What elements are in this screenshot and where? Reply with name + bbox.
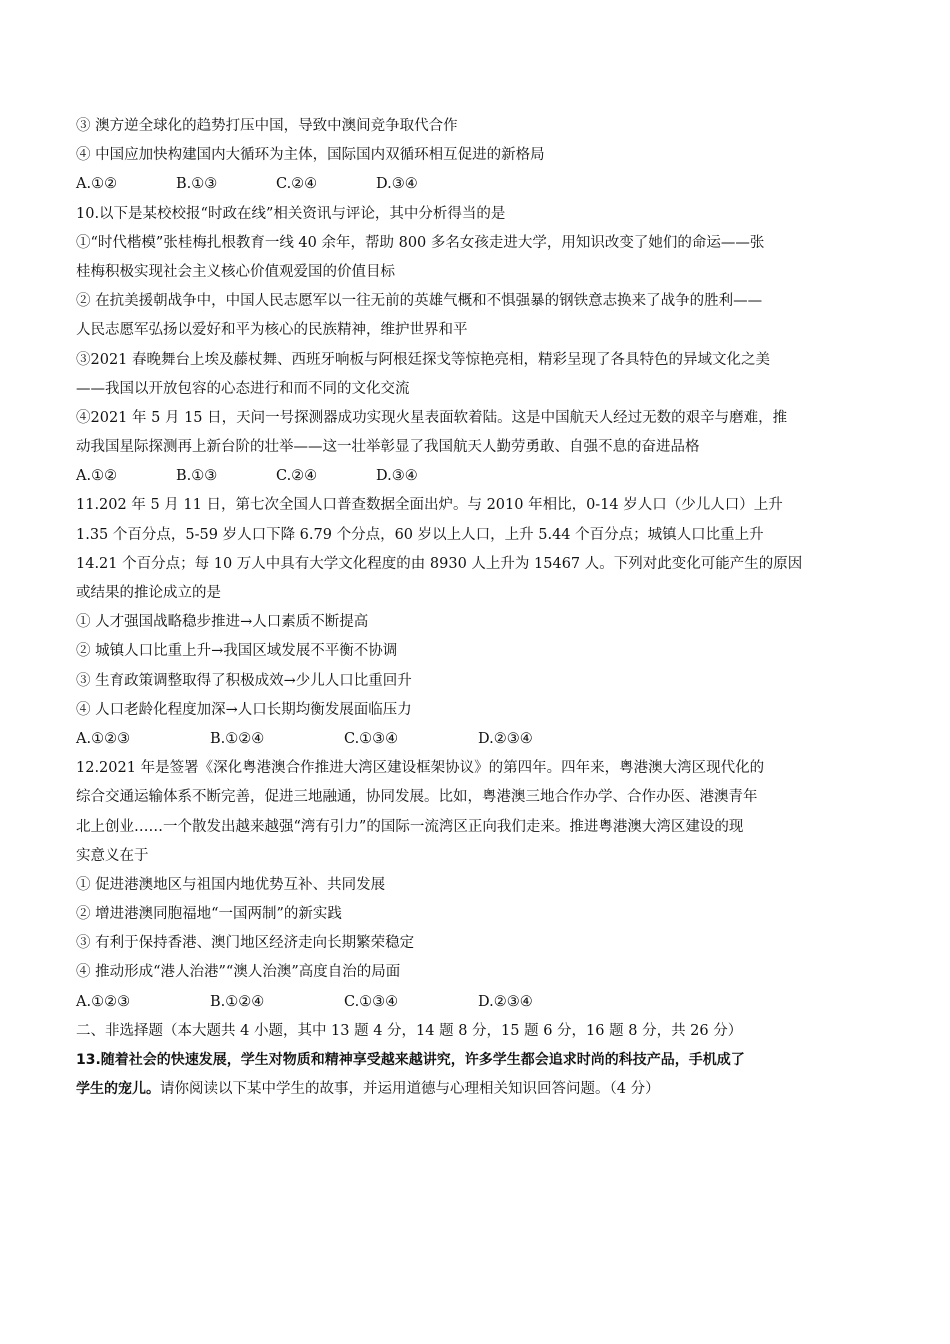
option-d: D.③④ [376, 176, 418, 193]
q13-stem-tail: 请你阅读以下某中学生的故事，并运用道德与心理相关知识回答问题。（4 分） [160, 1081, 660, 1098]
option-a: A.①②③ [76, 993, 131, 1010]
q10-options [76, 462, 876, 491]
exam-page [76, 112, 876, 1104]
option-a: A.①② [76, 176, 118, 193]
q10-line: 动我国星际探测再上新台阶的壮举——这一壮举彰显了我国航天人勤劳勇敢、自强不息的奋进品格 [76, 439, 700, 456]
q12-line: 综合交通运输体系不断完善，促进三地融通，协同发展。比如，粤港澳三地合作办学、合作办医、港澳青年 [76, 789, 758, 806]
q11-line: 11.202 年 5 月 11 日，第七次全国人口普查数据全面出炉。与 2010 年相比，0-14 岁人口（少儿人口）上升 [76, 497, 783, 514]
q10-line: 桂梅积极实现社会主义核心价值观爱国的价值目标 [76, 263, 395, 280]
q10-line: ③2021 春晚舞台上埃及藤杖舞、西班牙响板与阿根廷探戈等惊艳亮相，精彩呈现了各具特色的异域文化之美 [76, 351, 771, 368]
option-d: D.②③④ [478, 730, 533, 747]
option-d: D.③④ [376, 468, 418, 485]
option-a: A.①②③ [76, 730, 131, 747]
q11-options [76, 725, 876, 754]
q12-line: 实意义在于 [76, 847, 149, 864]
option-d: D.②③④ [478, 993, 533, 1010]
option-c: C.②④ [276, 176, 318, 193]
q10-line: ④2021 年 5 月 15 日，天问一号探测器成功实现火星表面软着陆。这是中国航天人经过无数的艰辛与磨难，推 [76, 409, 788, 426]
q11-line: ③ 生育政策调整取得了积极成效→少儿人口比重回升 [76, 672, 412, 689]
q11-line: ② 城镇人口比重上升→我国区域发展不平衡不协调 [76, 643, 398, 660]
q13-stem-line2 [76, 1075, 876, 1104]
q13-stem-bold: 13.随着社会的快速发展，学生对物质和精神享受越来越讲究，许多学生都会追求时尚的科技产品，手机成了 [76, 1052, 745, 1068]
section-heading: 二、非选择题（本大题共 4 小题，其中 13 题 4 分，14 题 8 分，15 题 6 分，16 题 8 分，共 26 分） [76, 1022, 743, 1039]
q10-line: ①“时代楷模”张桂梅扎根教育一线 40 余年，帮助 800 多名女孩走进大学，用知识改变了她们的命运——张 [76, 234, 765, 251]
option-b: B.①②④ [210, 730, 265, 747]
q9-item-4: ④ 中国应加快构建国内大循环为主体，国际国内双循环相互促进的新格局 [76, 147, 545, 164]
option-c: C.①③④ [344, 993, 399, 1010]
q9-item-3: ③ 澳方逆全球化的趋势打压中国，导致中澳间竞争取代合作 [76, 118, 458, 134]
option-b: B.①②④ [210, 993, 265, 1010]
q12-line: ④ 推动形成“港人治港”“澳人治澳”高度自治的局面 [76, 964, 401, 981]
q10-line: ② 在抗美援朝战争中，中国人民志愿军以一往无前的英雄气概和不惧强暴的钢铁意志换来了战争的胜利—— [76, 293, 763, 310]
option-a: A.①② [76, 468, 118, 485]
q13-stem-bold-end: 学生的宠儿。 [76, 1081, 160, 1098]
option-b: B.①③ [176, 176, 218, 193]
q12-line: ③ 有利于保持香港、澳门地区经济走向长期繁荣稳定 [76, 935, 415, 952]
q12-line: ① 促进港澳地区与祖国内地优势互补、共同发展 [76, 876, 386, 893]
q12-line: ② 增进港澳同胞福地“一国两制”的新实践 [76, 906, 342, 923]
q11-line: 14.21 个百分点；每 10 万人中具有大学文化程度的由 8930 人上升为 15467 人。下列对此变化可能产生的原因 [76, 555, 803, 572]
q11-line: ① 人才强国战略稳步推进→人口素质不断提高 [76, 614, 369, 631]
q10-stem: 10.以下是某校校报“时政在线”相关资讯与评论，其中分析得当的是 [76, 205, 506, 222]
q9-options [76, 170, 876, 199]
option-b: B.①③ [176, 468, 218, 485]
option-c: C.②④ [276, 468, 318, 485]
q12-options [76, 988, 876, 1017]
option-c: C.①③④ [344, 730, 399, 747]
q12-line: 12.2021 年是签署《深化粤港澳合作推进大湾区建设框架协议》的第四年。四年来，粤港澳大湾区现代化的 [76, 760, 765, 777]
q10-line: 人民志愿军弘扬以爱好和平为核心的民族精神，维护世界和平 [76, 322, 468, 339]
q10-line: ——我国以开放包容的心态进行和而不同的文化交流 [76, 380, 410, 397]
q11-line: ④ 人口老龄化程度加深→人口长期均衡发展面临压力 [76, 701, 412, 718]
q11-line: 或结果的推论成立的是 [76, 585, 221, 601]
q12-line: 北上创业……一个散发出越来越强“湾有引力”的国际一流湾区正向我们走来。推进粤港澳大湾区建设的现 [76, 818, 744, 835]
q11-line: 1.35 个百分点，5-59 岁人口下降 6.79 个分点，60 岁以上人口，上升 5.44 个百分点；城镇人口比重上升 [76, 526, 764, 543]
